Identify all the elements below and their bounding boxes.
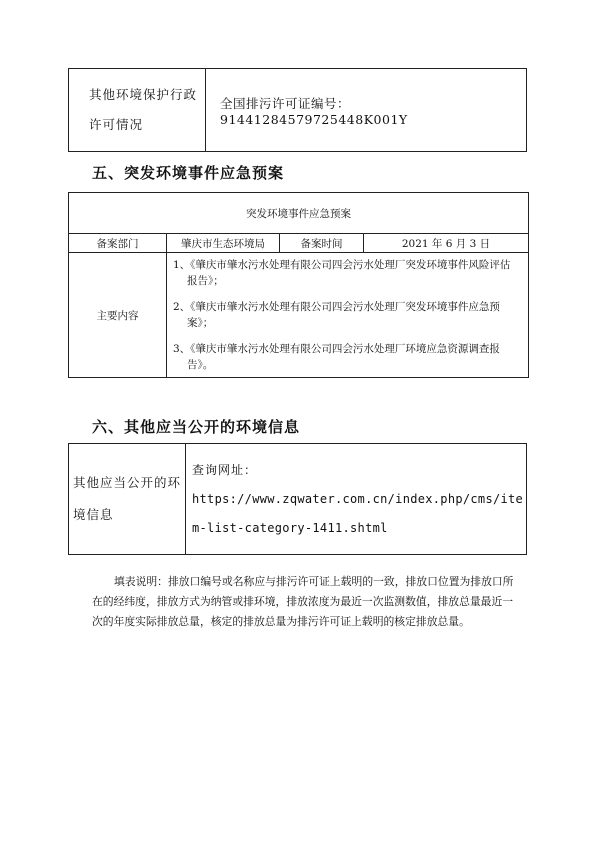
table-row (69, 444, 527, 555)
content-label: 主要内容 (69, 253, 167, 378)
table-row (69, 234, 529, 253)
query-label: 查询网址： (192, 462, 258, 477)
emergency-plan-table (68, 192, 529, 378)
list-item: 3、《肇庆市肇水污水处理有限公司四会污水处理厂环境应急资源调查报告》。 (173, 343, 500, 371)
other-info-table (68, 443, 527, 555)
emergency-plan-table-title: 突发环境事件应急预案 (69, 193, 529, 234)
filing-time-value: 2021 年 6 月 3 日 (364, 234, 529, 253)
permit-value: 全国排污许可证编号：91441284579725448K001Y (206, 69, 527, 152)
query-url: https://www.zqwater.com.cn/index.php/cms/item-list-category-1411.shtml (192, 491, 524, 535)
note-text: 填表说明：排放口编号或名称应与排污许可证上载明的一致，排放口位置为排放口所在的经纬度，排放方式为纳管或排环境，排放浓度为最近一次监测数值，排放总量最近一次的年度实际排放总量，核定的排放总量为排污许可证上载明的核定排放总量。 (92, 575, 514, 628)
permit-label: 其他环境保护行政许可情况 (69, 69, 206, 152)
filing-dept-value: 肇庆市生态环境局 (167, 234, 280, 253)
list-item: 2、《肇庆市肇水污水处理有限公司四会污水处理厂突发环境事件应急预案》； (173, 301, 500, 329)
other-info-label: 其他应当公开的环境信息 (69, 444, 186, 555)
section-6-title: 六、其他应当公开的环境信息 (92, 418, 301, 436)
filing-dept-label: 备案部门 (69, 234, 167, 253)
permit-table (68, 68, 527, 152)
table-row (69, 253, 529, 378)
permit-row (69, 69, 527, 152)
table-row (69, 193, 529, 234)
other-info-value (186, 444, 527, 555)
form-note (92, 572, 522, 632)
content-list (167, 253, 529, 378)
list-item: 1、《肇庆市肇水污水处理有限公司四会污水处理厂突发环境事件风险评估报告》； (173, 259, 511, 287)
section-5-title: 五、突发环境事件应急预案 (92, 164, 285, 182)
filing-time-label: 备案时间 (280, 234, 364, 253)
